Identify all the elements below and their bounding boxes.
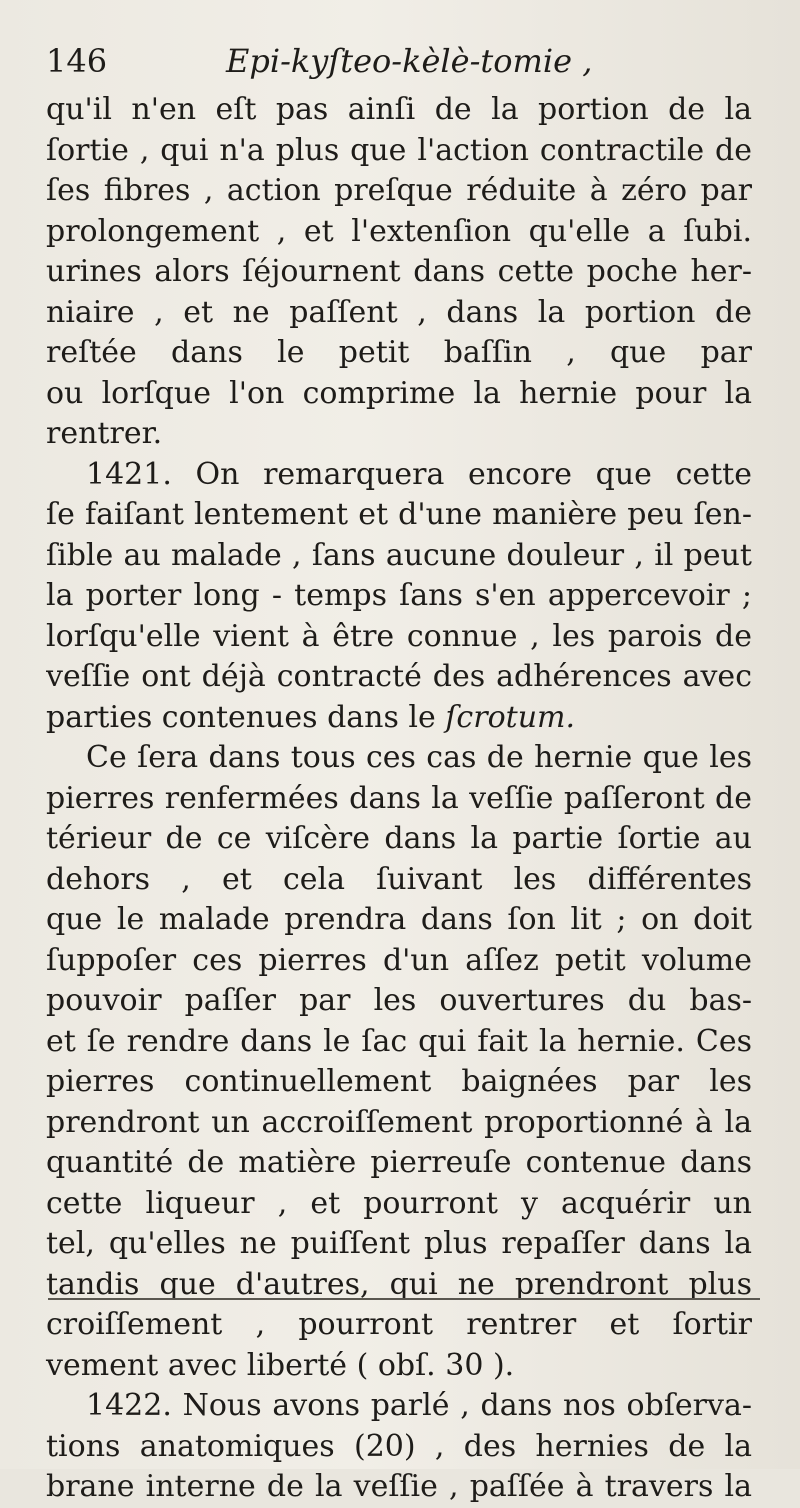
text-line: ſes fibres , action preſque réduite à zéro par: [46, 173, 752, 208]
text-line: quantité de matière pierreuſe contenue dans: [46, 1145, 752, 1180]
running-title: Epi-kyſteo-kèlè-tomie ,: [226, 42, 593, 80]
text-line: ſuppoſer ces pierres d'un aſſez petit volume: [46, 942, 752, 978]
text-line: et ſe rendre dans le ſac qui fait la hernie. Ces: [46, 1023, 752, 1059]
page-number: 146: [46, 42, 108, 80]
text-segment: parties contenues dans le: [46, 699, 436, 735]
text-line: ſe faiſant lentement et d'une manière peu ſen-: [46, 497, 752, 532]
paragraph-start: Ce ſera dans tous ces cas de hernie que les: [86, 740, 752, 775]
text-line: niaire , et ne paſſent , dans la portion de: [46, 294, 752, 330]
text-line: prolongement , et l'extenſion qu'elle a ſubi.: [46, 213, 752, 249]
text-line: reſtée dans le petit baſſin , que par: [46, 335, 752, 370]
text-line: ſible au malade , ſans aucune douleur , il peut: [46, 537, 752, 573]
text-line: tel, qu'elles ne puiſſent plus repaſſer dans la: [46, 1226, 752, 1261]
text-line: dehors , et cela ſuivant les différentes: [46, 861, 752, 897]
body-text: [46, 90, 752, 1508]
text-line: que le malade prendra dans ſon lit ; on doit: [46, 902, 752, 937]
text-line: tions anatomiques (20) , des hernies de la: [46, 1428, 752, 1464]
text-line: pierres continuellement baignées par les: [46, 1064, 752, 1099]
text-line: urines alors ſéjournent dans cette poche her-: [46, 254, 752, 289]
text-line: pouvoir paſſer par les ouvertures du bas-: [46, 983, 752, 1018]
text-line-with-italic: [46, 698, 752, 739]
text-line: la porter long - temps ſans s'en appercevoir ;: [46, 578, 752, 613]
text-line: lorſqu'elle vient à être connue , les parois de: [46, 618, 752, 654]
text-line: tandis que d'autres, qui ne prendront plus: [46, 1266, 752, 1302]
text-line: rentrer.: [46, 416, 163, 451]
page-header: [46, 42, 760, 92]
paragraph-1421-start: 1421. On remarquera encore que cette: [86, 456, 752, 492]
horizontal-rule: [48, 1298, 760, 1300]
paragraph-1422-start: 1422. Nous avons parlé , dans nos obſerva-: [86, 1388, 752, 1423]
text-line: veſſie ont déjà contracté des adhérences avec: [46, 659, 752, 694]
text-line: cette liqueur , et pourront y acquérir un: [46, 1185, 752, 1221]
text-line: croiſſement , pourront rentrer et ſortir: [46, 1307, 752, 1342]
italic-word: ſcrotum.: [445, 699, 575, 735]
text-line: brane interne de la veſſie , paſſée à travers la: [46, 1469, 752, 1504]
text-line: ſortie , qui n'a plus que l'action contractile de: [46, 132, 752, 168]
text-line: prendront un accroiſſement proportionné à la: [46, 1104, 752, 1140]
text-line: térieur de ce viſcère dans la partie ſortie au: [46, 821, 752, 856]
text-line: vement avec liberté ( obſ. 30 ).: [46, 1347, 515, 1383]
text-line: pierres renfermées dans la veſſie paſſeront de: [46, 780, 752, 816]
text-line: qu'il n'en eſt pas ainſi de la portion de la: [46, 92, 752, 127]
text-line: ou lorſque l'on comprime la hernie pour la: [46, 375, 752, 411]
